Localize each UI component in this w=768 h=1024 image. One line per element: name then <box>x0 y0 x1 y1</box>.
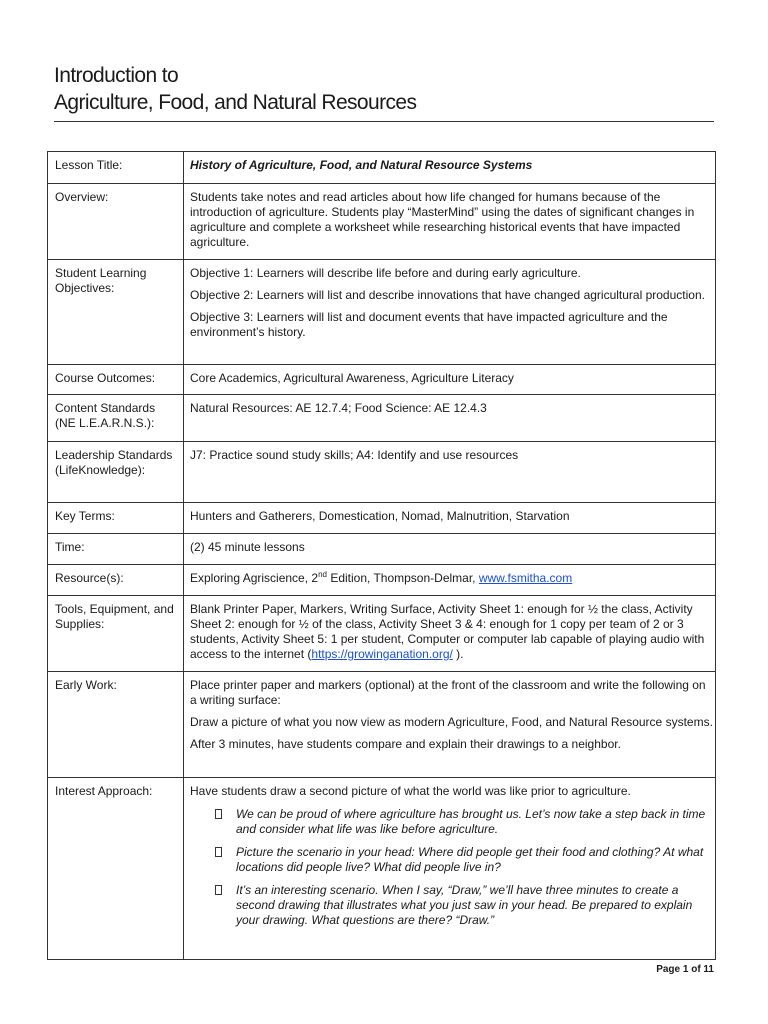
tools-value <box>184 596 716 672</box>
document-title <box>54 62 714 116</box>
objectives-value <box>184 260 716 365</box>
tools-label: Tools, Equipment, and Supplies: <box>48 596 184 672</box>
row-key-terms <box>48 503 716 534</box>
resources-edition-suffix: nd <box>318 570 327 579</box>
row-content-standards <box>48 395 716 442</box>
content-standards-value: Natural Resources: AE 12.7.4; Food Science: AE 12.4.3 <box>184 395 716 442</box>
resources-text-2: Edition, Thompson-Delmar, <box>326 571 479 585</box>
bullet-text-3: It’s an interesting scenario. When I say, “Draw,” we’ll have three minutes to create a second drawing that illustrates what you just saw in your head. Be prepared to explain your drawing. What questions are there? “Draw.” <box>236 883 693 927</box>
checkbox-glyph-icon <box>215 847 222 857</box>
document-title-line-2: Agriculture, Food, and Natural Resources <box>54 91 417 114</box>
bullet-text-1: We can be proud of where agriculture has brought us. Let’s now take a step back in time and consider what life was like before agriculture. <box>236 807 706 836</box>
objective-1: Objective 1: Learners will describe life before and during early agriculture. <box>190 266 581 280</box>
row-course-outcomes <box>48 365 716 395</box>
overview-label: Overview: <box>48 184 184 260</box>
early-work-para-3: After 3 minutes, have students compare and explain their drawings to a neighbor. <box>190 737 621 751</box>
overview-value: Students take notes and read articles about how life changed for humans because of the introduction of agriculture. Students play “MasterMind” using the dates of significant changes in agriculture and complete a worksheet while researching historical events that have impacted agriculture. <box>184 184 716 260</box>
time-value: (2) 45 minute lessons <box>184 534 716 565</box>
row-objectives <box>48 260 716 365</box>
resources-value <box>184 565 716 596</box>
row-resources <box>48 565 716 596</box>
leadership-standards-value: J7: Practice sound study skills; A4: Identify and use resources <box>184 442 716 503</box>
course-outcomes-label: Course Outcomes: <box>48 365 184 395</box>
checkbox-glyph-icon <box>215 809 222 819</box>
objectives-label: Student Learning Objectives: <box>48 260 184 365</box>
lesson-title-label: Lesson Title: <box>48 152 184 184</box>
fsmitha-link[interactable]: www.fsmitha.com <box>478 571 573 585</box>
row-time <box>48 534 716 565</box>
row-early-work <box>48 672 716 778</box>
early-work-value <box>184 672 716 778</box>
title-divider <box>54 121 714 122</box>
objective-3: Objective 3: Learners will list and document events that have impacted agriculture and the environment’s history. <box>190 310 668 339</box>
list-item <box>190 845 713 875</box>
interest-approach-bullets <box>190 807 713 928</box>
row-lesson-title <box>48 152 716 184</box>
row-interest-approach <box>48 778 716 960</box>
bullet-text-2: Picture the scenario in your head: Where did people get their food and clothing? At what locations did people live? What did people live in? <box>236 845 704 874</box>
interest-approach-value <box>184 778 716 960</box>
interest-approach-label: Interest Approach: <box>48 778 184 960</box>
tools-text: Blank Printer Paper, Markers, Writing Surface, Activity Sheet 1: enough for ½ the class, Activity Sheet 2: enough for ½ of the class, Activity Sheet 3 & 4: enough for 1 copy per team of 2 or 3 students, Activity Sheet 5: 1 per student, Computer or computer lab capable of playing audio with access to the internet ( <box>190 602 705 661</box>
document-title-line-1: Introduction to <box>54 64 179 87</box>
key-terms-value: Hunters and Gatherers, Domestication, Nomad, Malnutrition, Starvation <box>184 503 716 534</box>
content-standards-label: Content Standards (NE L.E.A.R.N.S.): <box>48 395 184 442</box>
resources-text: Exploring Agriscience, 2 <box>190 571 319 585</box>
interest-approach-intro: Have students draw a second picture of what the world was like prior to agriculture. <box>190 784 631 798</box>
checkbox-glyph-icon <box>215 885 222 895</box>
objective-2: Objective 2: Learners will list and describe innovations that have changed agricultural production. <box>190 288 705 302</box>
early-work-label: Early Work: <box>48 672 184 778</box>
lesson-plan-table <box>47 151 716 960</box>
time-label: Time: <box>48 534 184 565</box>
growinganation-link[interactable]: https://growinganation.org/ <box>311 647 453 661</box>
page-number: Page 1 of 11 <box>656 964 714 975</box>
tools-text-end: ). <box>452 647 464 661</box>
course-outcomes-value: Core Academics, Agricultural Awareness, Agriculture Literacy <box>184 365 716 395</box>
resources-label: Resource(s): <box>48 565 184 596</box>
row-overview <box>48 184 716 260</box>
early-work-para-2: Draw a picture of what you now view as modern Agriculture, Food, and Natural Resource systems. <box>190 715 713 729</box>
lesson-title-value: History of Agriculture, Food, and Natural Resource Systems <box>184 152 716 184</box>
leadership-standards-label: Leadership Standards (LifeKnowledge): <box>48 442 184 503</box>
list-item <box>190 883 713 928</box>
key-terms-label: Key Terms: <box>48 503 184 534</box>
early-work-para-1: Place printer paper and markers (optional) at the front of the classroom and write the following on a writing surface: <box>190 678 706 707</box>
row-leadership-standards <box>48 442 716 503</box>
row-tools <box>48 596 716 672</box>
list-item <box>190 807 713 837</box>
